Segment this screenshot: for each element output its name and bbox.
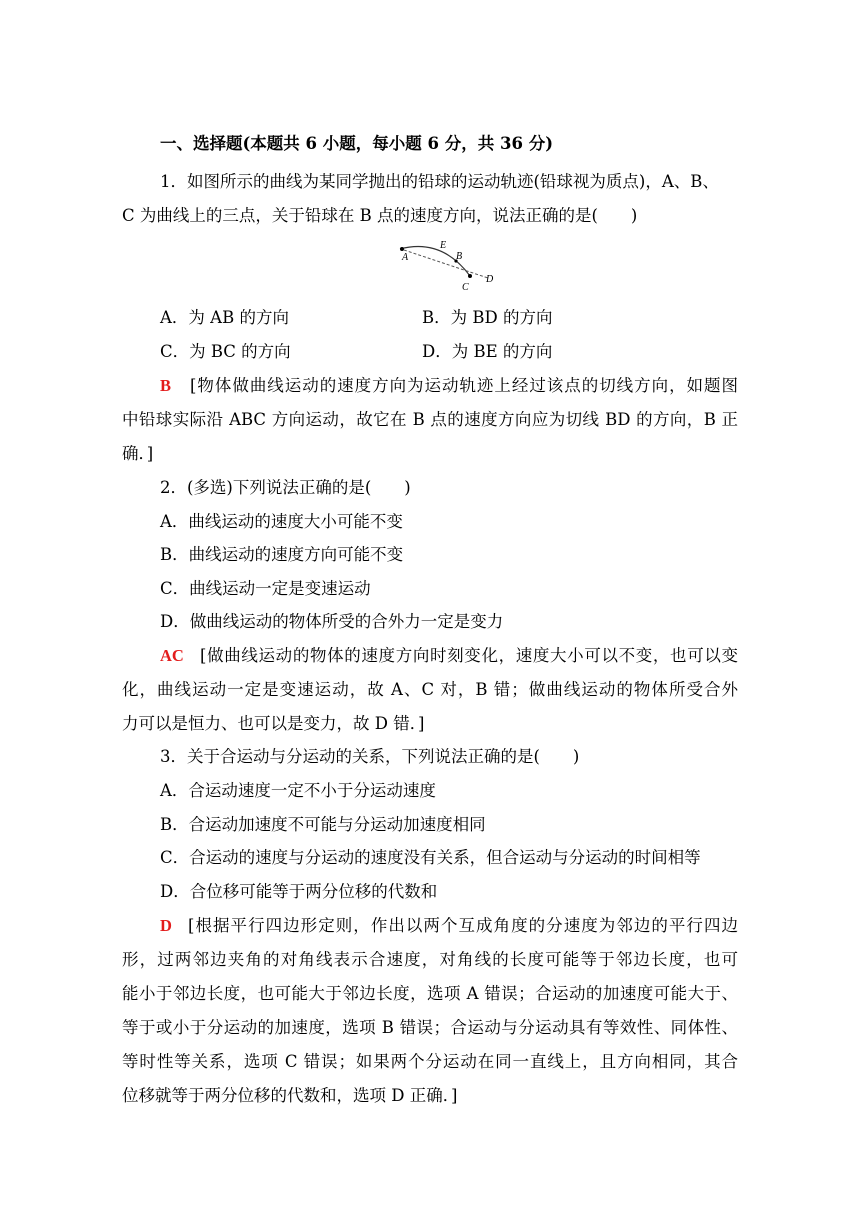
label-b: B [456,251,463,262]
q3-stem: 3．关于合运动与分运动的关系，下列说法正确的是( ) [160,747,580,766]
q3-explanation-line6: 位移就等于两分位移的代数和，选项 D 正确．] [122,1086,458,1105]
q3-explanation-line5: 等时性等关系，选项 C 错误；如果两个分运动在同一直线上，且方向相同，其合 [122,1052,738,1071]
q2-stem: 2．(多选)下列说法正确的是( ) [160,478,411,497]
q2-explanation-line1: [做曲线运动的物体的速度方向时刻变化，速度大小可以不变，也可以变 [200,646,738,665]
q1-option-a: A．为 AB 的方向 [160,308,289,327]
label-e: E [440,240,447,251]
q3-answer: D [160,916,172,935]
label-a: A [402,252,409,263]
q2-option-b: B．曲线运动的速度方向可能不变 [160,545,404,564]
q3-option-a: A．合运动速度一定不小于分运动速度 [160,781,436,800]
point-c [468,274,472,278]
point-a [400,247,404,251]
q3-option-d: D．合位移可能等于两分位移的代数和 [160,882,438,901]
q1-option-b: B．为 BD 的方向 [422,308,553,327]
q1-explanation-line1: [物体做曲线运动的速度方向为运动轨迹上经过该点的切线方向，如题图 [190,376,738,395]
q3-option-c: C．合运动的速度与分运动的速度没有关系，但合运动与分运动的时间相等 [160,848,701,867]
q2-answer: AC [160,646,184,665]
q1-option-d: D．为 BE 的方向 [422,342,553,361]
q3-explanation-line1: [根据平行四边形定则，作出以两个互成角度的分速度为邻边的平行四边 [188,916,738,935]
q3-explanation-line3: 能小于邻边长度，也可能大于邻边长度，选项 A 错误；合运动的加速度可能大于、 [122,984,738,1003]
label-d: D [486,274,494,285]
q1-trajectory-figure [392,236,504,296]
q2-option-c: C．曲线运动一定是变速运动 [160,579,371,598]
q2-option-a: A．曲线运动的速度大小可能不变 [160,512,403,531]
q1-stem-line2: C 为曲线上的三点，关于铅球在 B 点的速度方向，说法正确的是( ) [122,206,638,225]
q2-option-d: D．做曲线运动的物体所受的合外力一定是变力 [160,612,504,631]
q3-explanation-line4: 等于或小于分运动的加速度，选项 B 错误；合运动与分运动具有等效性、同体性、 [122,1018,738,1037]
q2-explanation-line3: 力可以是恒力、也可以是变力，故 D 错．] [122,714,425,733]
q1-stem-line1: 1．如图所示的曲线为某同学抛出的铅球的运动轨迹(铅球视为质点)，A、B、 [160,172,719,191]
q1-explanation-line2: 中铅球实际沿 ABC 方向运动，故它在 B 点的速度方向应为切线 BD 的方向，B 正 [122,410,738,429]
q1-answer: B [160,376,172,395]
q1-explanation-line3: 确．] [122,444,154,463]
q2-explanation-line2: 化，曲线运动一定是变速运动，故 A、C 对，B 错；做曲线运动的物体所受合外 [122,680,738,699]
q3-explanation-line2: 形，过两邻边夹角的对角线表示合速度，对角线的长度可能等于邻边长度，也可 [122,950,738,969]
q3-option-b: B．合运动加速度不可能与分运动加速度相同 [160,815,486,834]
q1-option-c: C．为 BC 的方向 [160,342,291,361]
section-title: 一、选择题(本题共 6 小题，每小题 6 分，共 36 分) [160,134,554,153]
label-c: C [462,282,469,293]
